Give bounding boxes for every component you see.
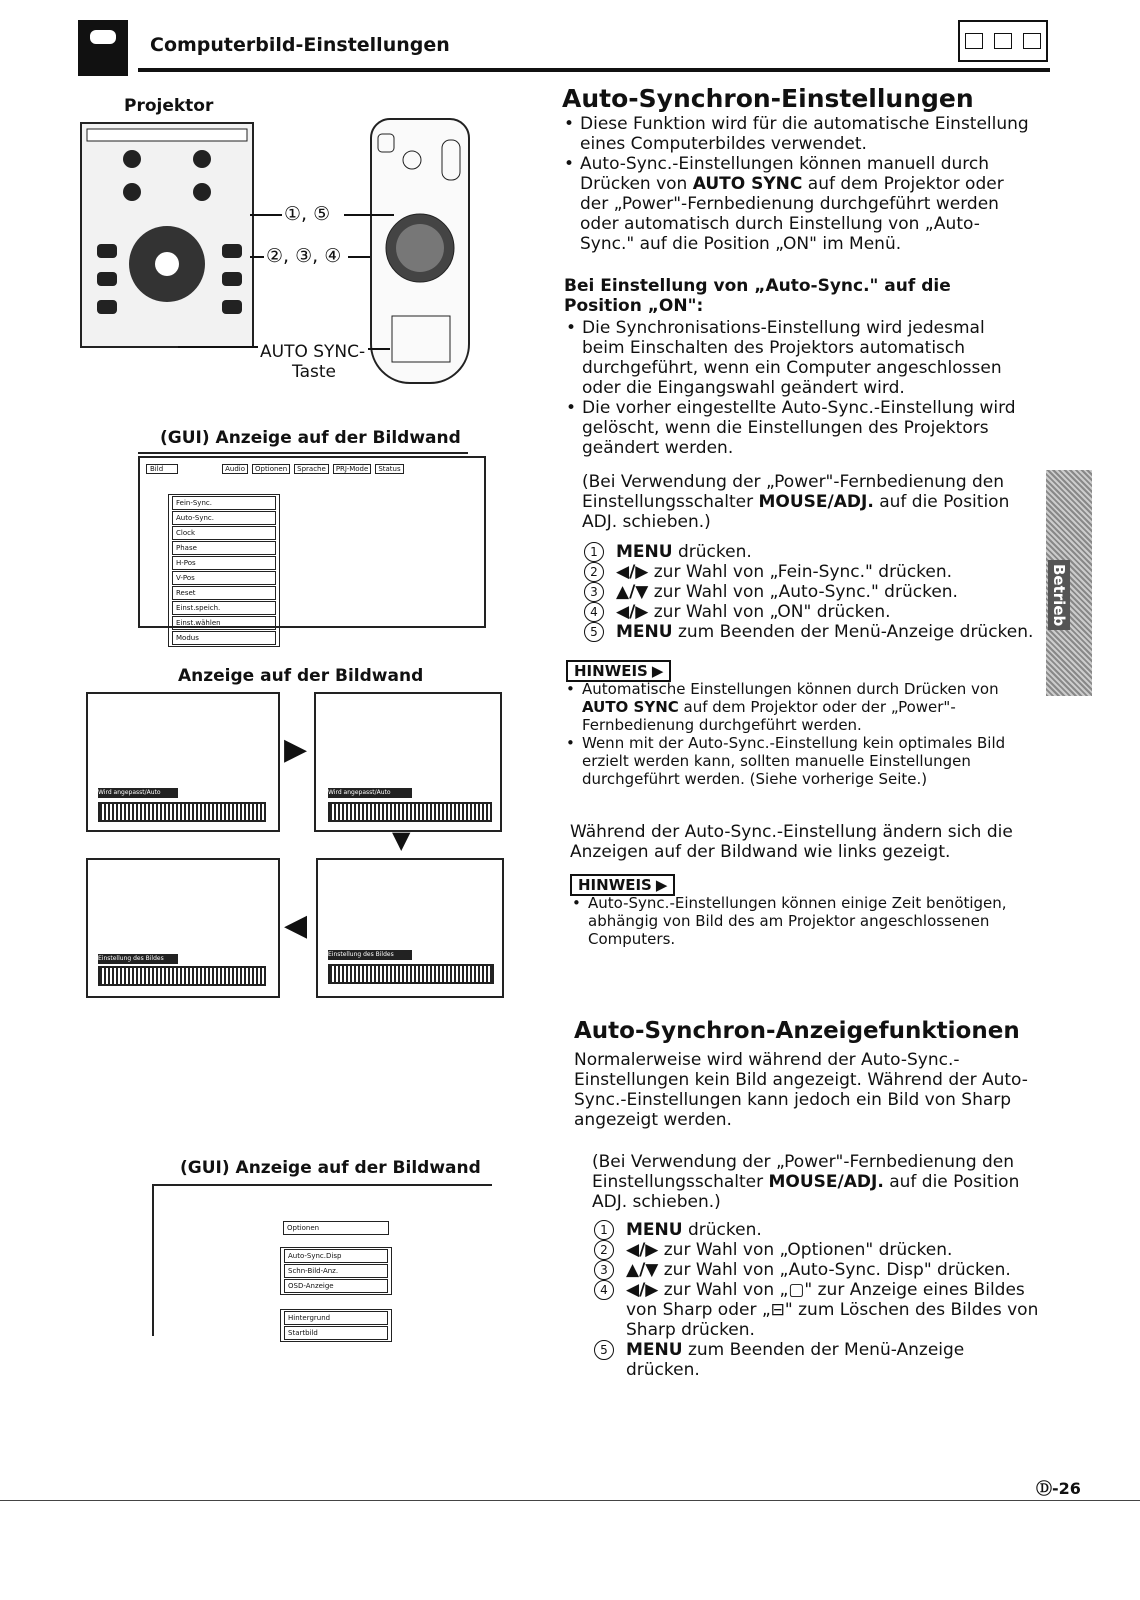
note-mouse-adj-2: (Bei Verwendung der „Power"-Fernbedienung den Einstellungsschalter MOUSE/ADJ. auf die Position ADJ. schieben.)	[592, 1152, 1020, 1212]
gui1-tab-sprache: Sprache	[294, 464, 329, 474]
gui1-row: Einst.speich.	[172, 601, 276, 615]
footer-rule	[0, 1500, 1140, 1501]
projector-buttons-drawing	[82, 124, 252, 346]
heading-auto-sync: Auto-Synchron-Einstellungen	[562, 84, 974, 113]
auto-sync-label-2: Taste	[292, 362, 336, 382]
screen-3-caption: Einstellung des Bildes	[328, 950, 412, 960]
gui2-group-1	[280, 1247, 392, 1295]
gui1-row: Auto-Sync.	[172, 511, 276, 525]
gui1-rule	[138, 452, 468, 454]
screen-2-caption: Wird angepasst/Auto	[328, 788, 412, 798]
gui1-tab-status: Status	[375, 464, 403, 474]
gui1-tab-prj-mode: PRJ-Mode	[333, 464, 372, 474]
screen-2	[314, 692, 502, 832]
paragraph-during-sync: Während der Auto-Sync.-Einstellung ändern sich die Anzeigen auf der Bildwand wie links gezeigt.	[570, 822, 1013, 862]
projector-panel-illustration	[80, 122, 254, 348]
steps-list-2	[594, 1220, 1040, 1380]
gui2-row: Auto-Sync.Disp	[284, 1249, 388, 1263]
remote-leader-3	[368, 348, 390, 350]
screen-4-progress	[98, 966, 266, 986]
gui1-row: Phase	[172, 541, 276, 555]
mouse-adj-badge	[958, 20, 1048, 62]
step-item: 5 MENU zum Beenden der Menü-Anzeige drücken.	[594, 1340, 1040, 1380]
screen-4-caption: Einstellung des Bildes	[98, 954, 178, 964]
hinweis-bullets-1	[564, 680, 1030, 788]
remote-leader-1	[348, 256, 370, 258]
callout-arrows: ②, ③, ④	[266, 245, 342, 267]
gui1-row: Reset	[172, 586, 276, 600]
hinweis-label-2: HINWEIS ▶	[570, 874, 675, 896]
screens-title: Anzeige auf der Bildwand	[178, 666, 424, 686]
step-item: 4 ◀/▶ zur Wahl von „ON" drücken.	[584, 602, 1034, 622]
gui2-left-edge	[152, 1186, 154, 1336]
gui2-row: OSD-Anzeige	[284, 1279, 388, 1293]
screen-3-progress	[328, 964, 494, 984]
gui1-tab-optionen: Optionen	[252, 464, 290, 474]
leader-line-3	[178, 346, 258, 348]
remote-leader-2	[344, 214, 394, 216]
gui2-row: Hintergrund	[284, 1311, 388, 1325]
auto-sync-label: AUTO SYNC-	[260, 342, 366, 362]
subheading-on: Bei Einstellung von „Auto-Sync." auf die Position „ON":	[564, 276, 951, 316]
gui2-menu	[280, 1220, 392, 1342]
section-icon	[78, 20, 128, 76]
step-item: 1 MENU drücken.	[584, 542, 1034, 562]
screen-1	[86, 692, 280, 832]
step-item: 5 MENU zum Beenden der Menü-Anzeige drücken.	[584, 622, 1034, 642]
header-rule	[138, 68, 1050, 72]
bullet: • Auto-Sync.-Einstellungen können manuell durch Drücken von AUTO SYNC auf dem Projektor oder der „Power"-Fernbedienung durchgeführt werden oder automatisch durch Einstellung von „Auto-Sync." auf die Position „ON" im Menü.	[562, 154, 1032, 254]
adj-icon	[1023, 33, 1041, 49]
screen-1-progress	[98, 802, 266, 822]
step-item: 4 ◀/▶ zur Wahl von „▢" zur Anzeige eines Bildes von Sharp oder „⊟" zum Löschen des Bildes von Sharp drücken.	[594, 1280, 1040, 1340]
mouse-icon	[965, 33, 983, 49]
step-item: 1 MENU drücken.	[594, 1220, 1040, 1240]
gui1-screenshot	[138, 456, 486, 642]
gui2-row: Schn-Bild-Anz.	[284, 1264, 388, 1278]
step-item: 2 ◀/▶ zur Wahl von „Fein-Sync." drücken.	[584, 562, 1034, 582]
page-number: Ⓓ-26	[1036, 1479, 1081, 1498]
callout-menu: ①, ⑤	[284, 203, 331, 225]
gui1-row: V-Pos	[172, 571, 276, 585]
projector-label: Projektor	[124, 96, 214, 116]
screen-1-caption: Wird angepasst/Auto	[98, 788, 178, 798]
page-title: Computerbild-Einstellungen	[150, 34, 450, 56]
screen-2-progress	[328, 802, 492, 822]
side-tab-label: Betrieb	[1048, 560, 1070, 630]
steps-list-1	[584, 542, 1034, 642]
step-item: 3 ▲/▼ zur Wahl von „Auto-Sync." drücken.	[584, 582, 1034, 602]
switch-icon	[994, 33, 1012, 49]
leader-line-1	[250, 214, 282, 216]
leader-line-2	[250, 256, 264, 258]
bullet: • Auto-Sync.-Einstellungen können einige Zeit benötigen, abhängig von Bild des am Projektor angeschlossenen Computers.	[570, 894, 1048, 948]
remote-drawing	[372, 120, 468, 382]
gui1-menu-panel	[168, 494, 280, 647]
bullet: • Automatische Einstellungen können durch Drücken von AUTO SYNC auf dem Projektor oder der „Power"-Fernbedienung durchgeführt werden.	[564, 680, 1030, 734]
on-bullets	[564, 318, 1030, 458]
arrow-right-icon: ▶	[284, 732, 308, 767]
gui1-tab-bild: Bild	[146, 464, 178, 474]
gui2-rule	[152, 1184, 492, 1186]
bullet: • Die Synchronisations-Einstellung wird jedesmal beim Einschalten des Projektors automatisch durchgeführt, wenn ein Computer angeschlossen oder die Eingangswahl geändert wird.	[564, 318, 1030, 398]
screen-3	[316, 858, 504, 998]
gui2-title: (GUI) Anzeige auf der Bildwand	[180, 1158, 481, 1178]
intro-bullets	[562, 114, 1032, 254]
gui2-group-2	[280, 1309, 392, 1342]
gui1-row: H-Pos	[172, 556, 276, 570]
arrow-down-icon: ▼	[392, 826, 411, 854]
gui1-menu-head: Fein-Sync.	[172, 496, 276, 510]
gui1-title: (GUI) Anzeige auf der Bildwand	[160, 428, 461, 448]
remote-control-illustration	[370, 118, 470, 384]
gui1-row: Modus	[172, 631, 276, 645]
step-item: 3 ▲/▼ zur Wahl von „Auto-Sync. Disp" drücken.	[594, 1260, 1040, 1280]
heading-display-functions: Auto-Synchron-Anzeigefunktionen	[574, 1018, 1020, 1044]
gui1-row: Clock	[172, 526, 276, 540]
paragraph-normally: Normalerweise wird während der Auto-Sync.-Einstellungen kein Bild angezeigt. Während der Auto-Sync.-Einstellungen kann jedoch ein Bild von Sharp angezeigt werden.	[574, 1050, 1028, 1130]
gui1-tab-audio: Audio	[222, 464, 248, 474]
bullet: • Die vorher eingestellte Auto-Sync.-Einstellung wird gelöscht, wenn die Einstellungen des Projektors geändert werden.	[564, 398, 1030, 458]
step-item: 2 ◀/▶ zur Wahl von „Optionen" drücken.	[594, 1240, 1040, 1260]
bullet: • Wenn mit der Auto-Sync.-Einstellung kein optimales Bild erzielt werden kann, sollten manuelle Einstellungen durchgeführt werden. (Siehe vorherige Seite.)	[564, 734, 1030, 788]
gui2-menu-head: Optionen	[283, 1221, 389, 1235]
note-mouse-adj-1: (Bei Verwendung der „Power"-Fernbedienung den Einstellungsschalter MOUSE/ADJ. auf die Position ADJ. schieben.)	[582, 472, 1010, 532]
screen-4	[86, 858, 280, 998]
arrow-left-icon: ◀	[284, 908, 308, 943]
bullet: • Diese Funktion wird für die automatische Einstellung eines Computerbildes verwendet.	[562, 114, 1032, 154]
hinweis-label: HINWEIS ▶	[566, 660, 671, 682]
gui2-row: Startbild	[284, 1326, 388, 1340]
gui1-row: Einst.wählen	[172, 616, 276, 630]
